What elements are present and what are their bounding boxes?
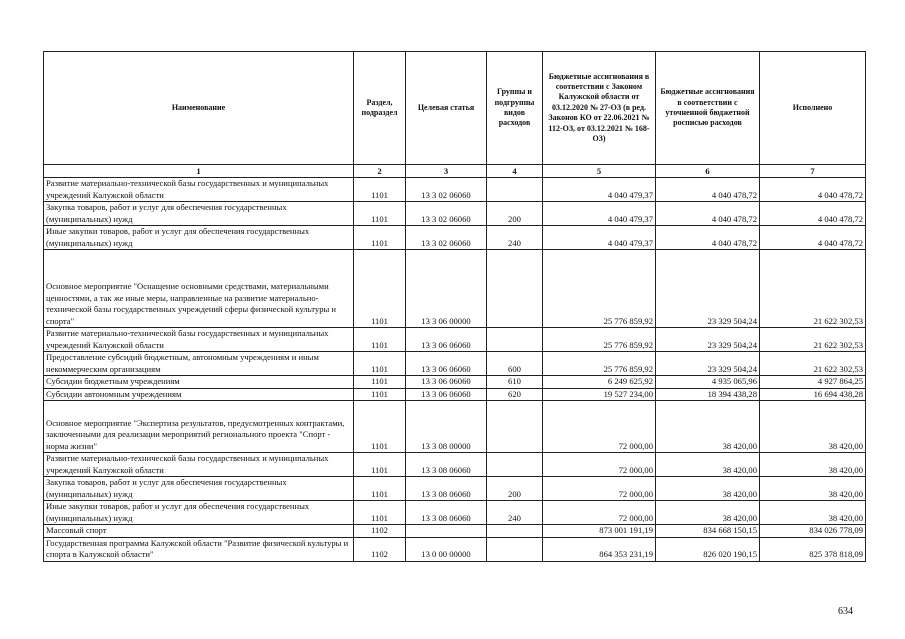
header-name: Наименование xyxy=(44,52,354,165)
header-group: Группы и подгруппы видов расходов xyxy=(487,52,543,165)
table-row xyxy=(44,376,866,389)
row-name: Иные закупки товаров, работ и услуг для обеспечения государственных (муниципальных) нужд xyxy=(44,501,354,525)
row-article: 13 3 06 06060 xyxy=(406,388,487,401)
table-row xyxy=(44,178,866,202)
row-allocations-revised: 38 420,00 xyxy=(656,401,760,453)
row-executed: 38 420,00 xyxy=(760,477,866,501)
row-article: 13 3 06 06060 xyxy=(406,328,487,352)
row-article: 13 3 06 06060 xyxy=(406,352,487,376)
row-section: 1102 xyxy=(354,525,406,538)
row-article: 13 3 08 06060 xyxy=(406,501,487,525)
row-executed: 16 694 438,28 xyxy=(760,388,866,401)
row-allocations-law: 25 776 859,92 xyxy=(543,352,656,376)
header-allocations-law: Бюджетные ассигнования в соответствии с Законом Калужской области от 03.12.2020 № 27-ОЗ (в ред. Законов КО от 22.06.2021 № 112-ОЗ, от 03.12.2021 № 168-ОЗ) xyxy=(543,52,656,165)
row-allocations-revised: 38 420,00 xyxy=(656,477,760,501)
row-allocations-law: 72 000,00 xyxy=(543,477,656,501)
table-row xyxy=(44,525,866,538)
table-row xyxy=(44,453,866,477)
row-allocations-law: 6 249 625,92 xyxy=(543,376,656,389)
row-allocations-revised: 4 040 478,72 xyxy=(656,178,760,202)
row-allocations-law: 4 040 479,37 xyxy=(543,226,656,250)
page-number: 634 xyxy=(838,606,853,617)
column-number: 6 xyxy=(656,165,760,178)
budget-table-sheet xyxy=(43,51,865,562)
row-name: Предоставление субсидий бюджетным, автономным учреждениям и иным некоммерческим организациям xyxy=(44,352,354,376)
row-executed: 21 622 302,53 xyxy=(760,250,866,328)
table-row xyxy=(44,401,866,453)
row-name: Субсидии бюджетным учреждениям xyxy=(44,376,354,389)
table-row xyxy=(44,328,866,352)
row-executed: 4 040 478,72 xyxy=(760,202,866,226)
budget-execution-table xyxy=(43,51,866,562)
row-allocations-law: 72 000,00 xyxy=(543,453,656,477)
table-row xyxy=(44,388,866,401)
row-group: 200 xyxy=(487,202,543,226)
row-section: 1101 xyxy=(354,352,406,376)
row-allocations-revised: 23 329 504,24 xyxy=(656,250,760,328)
row-allocations-revised: 826 020 190,15 xyxy=(656,537,760,561)
row-group xyxy=(487,401,543,453)
row-allocations-revised: 23 329 504,24 xyxy=(656,328,760,352)
header-executed: Исполнено xyxy=(760,52,866,165)
row-name: Закупка товаров, работ и услуг для обеспечения государственных (муниципальных) нужд xyxy=(44,477,354,501)
row-name: Развитие материально-технической базы государственных и муниципальных учреждений Калужской области xyxy=(44,178,354,202)
row-group xyxy=(487,328,543,352)
header-article: Целевая статья xyxy=(406,52,487,165)
row-executed: 38 420,00 xyxy=(760,501,866,525)
row-section: 1101 xyxy=(354,250,406,328)
row-section: 1101 xyxy=(354,501,406,525)
row-name: Закупка товаров, работ и услуг для обеспечения государственных (муниципальных) нужд xyxy=(44,202,354,226)
row-allocations-revised: 4 040 478,72 xyxy=(656,226,760,250)
row-allocations-law: 4 040 479,37 xyxy=(543,178,656,202)
row-executed: 834 026 778,09 xyxy=(760,525,866,538)
table-row xyxy=(44,501,866,525)
row-article: 13 3 08 06060 xyxy=(406,477,487,501)
row-article: 13 3 02 06060 xyxy=(406,202,487,226)
table-row xyxy=(44,250,866,328)
row-group: 200 xyxy=(487,477,543,501)
row-section: 1101 xyxy=(354,226,406,250)
row-article: 13 3 08 00000 xyxy=(406,401,487,453)
header-allocations-revised: Бюджетные ассигнования в соответствии с уточненной бюджетной росписью расходов xyxy=(656,52,760,165)
row-executed: 38 420,00 xyxy=(760,453,866,477)
row-section: 1101 xyxy=(354,401,406,453)
table-row xyxy=(44,477,866,501)
row-executed: 825 378 818,09 xyxy=(760,537,866,561)
row-allocations-revised: 4 040 478,72 xyxy=(656,202,760,226)
table-row xyxy=(44,352,866,376)
column-number: 3 xyxy=(406,165,487,178)
row-name: Иные закупки товаров, работ и услуг для обеспечения государственных (муниципальных) нужд xyxy=(44,226,354,250)
row-allocations-revised: 23 329 504,24 xyxy=(656,352,760,376)
row-group: 620 xyxy=(487,388,543,401)
header-section: Раздел, подраздел xyxy=(354,52,406,165)
column-number: 5 xyxy=(543,165,656,178)
row-group xyxy=(487,178,543,202)
row-section: 1101 xyxy=(354,178,406,202)
row-name: Основное мероприятие "Экспертиза результатов, предусмотренных контрактами, заключенными для реализации мероприятий регионального проекта "Спорт - норма жизни" xyxy=(44,401,354,453)
row-allocations-law: 4 040 479,37 xyxy=(543,202,656,226)
row-section: 1101 xyxy=(354,388,406,401)
column-number-row xyxy=(44,165,866,178)
row-allocations-law: 864 353 231,19 xyxy=(543,537,656,561)
row-executed: 38 420,00 xyxy=(760,401,866,453)
row-article: 13 3 02 06060 xyxy=(406,178,487,202)
row-group: 610 xyxy=(487,376,543,389)
row-executed: 21 622 302,53 xyxy=(760,352,866,376)
table-row xyxy=(44,226,866,250)
row-allocations-law: 72 000,00 xyxy=(543,401,656,453)
row-allocations-law: 25 776 859,92 xyxy=(543,250,656,328)
row-executed: 4 040 478,72 xyxy=(760,226,866,250)
row-group xyxy=(487,453,543,477)
row-allocations-law: 25 776 859,92 xyxy=(543,328,656,352)
row-name: Субсидии автономным учреждениям xyxy=(44,388,354,401)
column-number: 7 xyxy=(760,165,866,178)
row-article: 13 0 00 00000 xyxy=(406,537,487,561)
row-section: 1101 xyxy=(354,477,406,501)
row-group: 240 xyxy=(487,501,543,525)
row-name: Основное мероприятие "Оснащение основными средствами, материальными ценностями, а так же иные меры, направленные на развитие материально-технической базы государственных учреждений сферы физической культуры и спорта" xyxy=(44,250,354,328)
row-allocations-revised: 834 668 150,15 xyxy=(656,525,760,538)
row-allocations-law: 19 527 234,00 xyxy=(543,388,656,401)
row-name: Массовый спорт xyxy=(44,525,354,538)
row-section: 1101 xyxy=(354,376,406,389)
column-number: 2 xyxy=(354,165,406,178)
row-allocations-revised: 38 420,00 xyxy=(656,453,760,477)
row-article: 13 3 08 06060 xyxy=(406,453,487,477)
row-section: 1102 xyxy=(354,537,406,561)
row-section: 1101 xyxy=(354,453,406,477)
row-allocations-revised: 18 394 438,28 xyxy=(656,388,760,401)
row-name: Государственная программа Калужской области "Развитие физической культуры и спорта в Калужской области" xyxy=(44,537,354,561)
row-executed: 4 927 864,25 xyxy=(760,376,866,389)
table-row xyxy=(44,537,866,561)
table-body xyxy=(44,178,866,562)
row-article xyxy=(406,525,487,538)
row-article: 13 3 06 00000 xyxy=(406,250,487,328)
row-allocations-revised: 38 420,00 xyxy=(656,501,760,525)
row-group xyxy=(487,537,543,561)
row-section: 1101 xyxy=(354,328,406,352)
row-article: 13 3 06 06060 xyxy=(406,376,487,389)
row-group xyxy=(487,250,543,328)
table-row xyxy=(44,202,866,226)
row-article: 13 3 02 06060 xyxy=(406,226,487,250)
row-executed: 4 040 478,72 xyxy=(760,178,866,202)
row-name: Развитие материально-технической базы государственных и муниципальных учреждений Калужской области xyxy=(44,328,354,352)
row-name: Развитие материально-технической базы государственных и муниципальных учреждений Калужской области xyxy=(44,453,354,477)
row-group xyxy=(487,525,543,538)
row-allocations-law: 873 001 191,19 xyxy=(543,525,656,538)
row-section: 1101 xyxy=(354,202,406,226)
column-number: 1 xyxy=(44,165,354,178)
column-number: 4 xyxy=(487,165,543,178)
row-allocations-revised: 4 935 065,96 xyxy=(656,376,760,389)
row-group: 600 xyxy=(487,352,543,376)
header-row xyxy=(44,52,866,165)
row-group: 240 xyxy=(487,226,543,250)
row-executed: 21 622 302,53 xyxy=(760,328,866,352)
row-allocations-law: 72 000,00 xyxy=(543,501,656,525)
